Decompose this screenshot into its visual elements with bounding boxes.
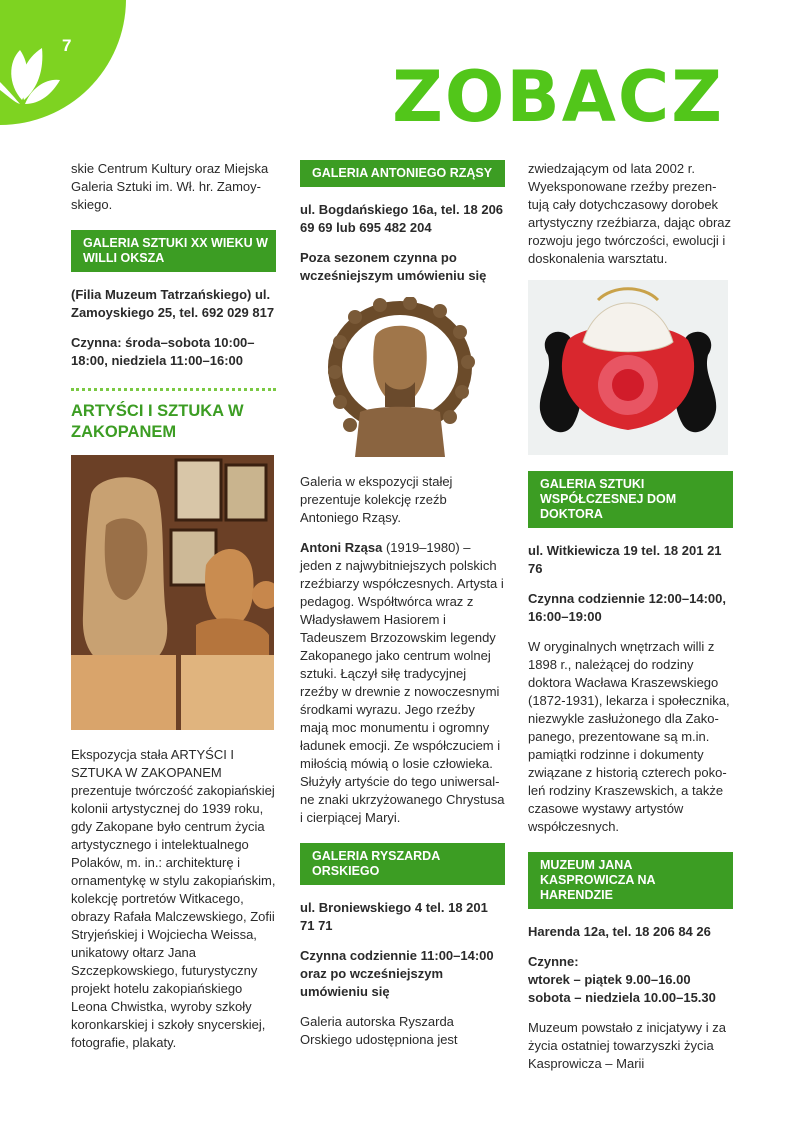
doktor-hours: Czynna codziennie 12:00–14:00, 16:00–19:00 bbox=[528, 591, 726, 624]
orski-address: ul. Broniewskiego 4 tel. 18 201 71 71 bbox=[300, 900, 488, 933]
orski-description: Galeria autorska Ryszarda Orskiego udostępniona jest bbox=[300, 1014, 458, 1047]
galeria-xx-address: (Filia Muzeum Tatrzańskiego) ul. Zamoyskiego 25, tel. 692 029 817 bbox=[71, 287, 275, 320]
doktor-description: W oryginalnych wnętrzach willi z 1898 r., należącej do rodziny doktora Wacława Kraszewskiego (1872-1931), lekarza i społecznika, niezwykle zasłużonego dla Zakopanego, prezentowane są m.in. pamiątki rodzinne i dokumenty związane z historią czterech pokoleń rodziny Kraszewskich, a także czasowe wystawy artystów współczesnych. bbox=[528, 639, 730, 834]
section-header-orski: GALERIA RYSZARDA ORSKIEGO bbox=[300, 843, 505, 885]
section-header-galeria-xx: GALERIA SZTUKI XX WIEKU W WILLI OKSZA bbox=[71, 230, 276, 272]
column-1 bbox=[71, 160, 276, 1064]
photo-sculpture-busts bbox=[71, 455, 274, 730]
galeria-xx-hours: Czynna: środa–sobota 10:00–18:00, niedziela 11:00–16:00 bbox=[71, 335, 255, 368]
artysci-description: Ekspozycja stała ARTYŚCI I SZTUKA W ZAKOPANEM prezentuje twórczość zakopiańskiej kolonii artystycznej do 1939 roku, gdy Zakopane było centrum życia artystycznego i intelektualnego Polaków, m. in.: architekturę i ornamentykę w stylu zakopiańskim, kolekcję portretów Witkacego, obrazy Rafała Malczewskiego, Zofii Stryjeńskiej i Wojciecha Weissa, unikatowy ołtarz Jana Szczepkowskiego, futurystyczny projekt hotelu zakopiańskiego Leona Chwistka, wyroby szkoły koronkarskiej i szkoły snycerskiej, fotografie, plakaty. bbox=[71, 747, 276, 1050]
section-header-dom-doktora: GALERIA SZTUKI WSPÓŁCZESNEJ DOM DOKTORA bbox=[528, 471, 733, 528]
rzasa-description: Galeria w ekspozycji stałej prezentuje kolekcję rzeźb Antoniego Rząsy. bbox=[300, 474, 453, 525]
intro-text: skie Centrum Kultury oraz Miejska Galeria Sztuki im. Wł. hr. Zamoyskiego. bbox=[71, 161, 269, 212]
section-title-artysci: ARTYŚCI I SZTUKA W ZAKOPANEM bbox=[71, 388, 276, 443]
kasprowicz-description: Muzeum powstało z inicjatywy i za życia ostatniej towarzyszki życia Kasprowicza – Marii bbox=[528, 1020, 726, 1071]
kasprowicz-address: Harenda 12a, tel. 18 206 84 26 bbox=[528, 924, 711, 939]
column-3 bbox=[528, 160, 733, 1085]
rzasa-biography bbox=[300, 539, 505, 827]
section-header-rzasa: GALERIA ANTONIEGO RZĄSY bbox=[300, 160, 505, 187]
rzasa-hours: Poza sezonem czynna po wcześniejszym umówieniu się bbox=[300, 250, 487, 283]
page-title: ZOBACZ bbox=[392, 56, 724, 138]
kasprowicz-hours-label: Czynne: bbox=[528, 954, 579, 969]
rzasa-bio-name: Antoni Rząsa bbox=[300, 540, 383, 555]
photo-wood-sculpture bbox=[300, 297, 505, 457]
corner-leaf-logo bbox=[0, 0, 130, 125]
rzasa-bio-text: (1919–1980) – jeden z najwybitniejszych polskich rzeźbiarzy współczesnych. Artysta i pedagog. Współtwórca wraz z Władysławem Hasiorem i Tadeuszem Brzozowskim legendy Zakopanego jako centrum wolnej sztuki. Łączył siłę tradycyjnej rzeźby w drewnie z nowoczesnymi środkami wyrazu. Jego rzeźby mają moc monumentu i ogromny ładunek emocji. Ze współczuciem i miłością mówią o losie człowieka. Służyły artyście do tego uniwersalne znaki ukrzyżowanego Chrystusa i cierpiącej Maryi. bbox=[300, 540, 505, 825]
kasprowicz-hours-weekday: wtorek – piątek 9.00–16.00 bbox=[528, 972, 691, 987]
photo-relief-sculpture bbox=[528, 280, 728, 455]
doktor-address: ul. Witkiewicza 19 tel. 18 201 21 76 bbox=[528, 543, 722, 576]
kasprowicz-hours bbox=[528, 953, 733, 1007]
column-2 bbox=[300, 160, 505, 1061]
column3-intro: zwiedzającym od lata 2002 r. Wyeksponowane rzeźby prezentują cały dotychczasowy dorobek artystyczny rzeźbiarza, dając obraz rozwoju jego twórczości, ewolucji i doskonalenia warsztatu. bbox=[528, 161, 732, 266]
page-number: 7 bbox=[62, 36, 72, 55]
kasprowicz-hours-weekend: sobota – niedziela 10.00–15.30 bbox=[528, 990, 716, 1005]
section-header-kasprowicz: MUZEUM JANA KASPROWICZA NA HARENDZIE bbox=[528, 852, 733, 909]
rzasa-address: ul. Bogdańskiego 16a, tel. 18 206 69 69 lub 695 482 204 bbox=[300, 202, 504, 235]
orski-hours: Czynna codziennie 11:00–14:00 oraz po wcześniejszym umówieniu się bbox=[300, 948, 494, 999]
